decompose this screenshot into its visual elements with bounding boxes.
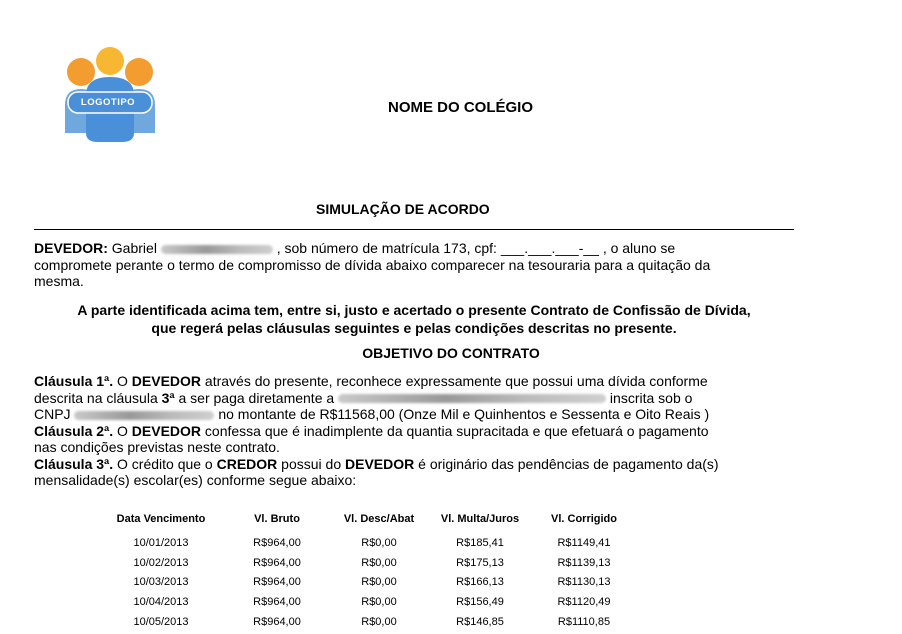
clausula-1-devedor: DEVEDOR [131,373,202,389]
clausula-1-line-3a: CNPJ [34,406,75,422]
clausula-2-line-1 [34,423,814,440]
clausula-1-line-2a: descrita na cláusula [34,389,162,406]
cell-data: 10/04/2013 [133,596,189,609]
cell-corrigido: R$1120,49 [557,596,611,609]
devedor-name: Gabriel [111,240,157,256]
clausula-3-mid: possui do [277,455,346,472]
clausula-2-line-2: nas condições previstas neste contrato. [34,439,280,455]
cell-data: 10/05/2013 [133,616,189,629]
cell-desc: R$0,00 [361,556,397,569]
cell-data: 10/01/2013 [133,536,189,549]
clausula-1-rest: através do presente, reconhece expressamente que possui uma dívida conforme [201,373,708,389]
cell-bruto: R$964,00 [253,556,301,569]
school-name: NOME DO COLÉGIO [388,99,534,116]
clausula-1-line-3b: no montante de R$11568,00 (Onze Mil e Quinhentos e Sessenta e Oito Reais ) [214,406,710,422]
clausula-3-devedor: DEVEDOR [345,455,415,472]
cell-corrigido: R$1130,13 [557,576,611,589]
cell-corrigido: R$1149,41 [557,536,611,549]
cell-multa: R$166,13 [456,576,504,589]
cell-bruto: R$964,00 [253,616,301,629]
header-vl-bruto: Vl. Bruto [254,513,300,525]
devedor-text: , sob número de matrícula 173, cpf: ___.___.___-__ , o aluno se [272,240,676,256]
cell-bruto: R$964,00 [253,536,301,549]
section-title-objetivo: OBJETIVO DO CONTRATO [362,345,540,361]
table-row [100,533,634,553]
clausula-1-line-2 [34,390,814,407]
table-row [100,553,634,573]
clausula-3-credor: CREDOR [216,455,278,472]
clausula-1-pre: O [113,373,132,389]
clausula-1-line-2b: a ser paga diretamente a [174,389,339,406]
cell-desc: R$0,00 [361,576,397,589]
cell-desc: R$0,00 [361,616,397,629]
cell-desc: R$0,00 [361,596,397,609]
clausula-1-ref-num: 3ª [161,389,175,406]
clausula-3-label: Cláusula 3ª. [34,455,114,472]
logo [60,45,160,145]
clausula-1-line-3 [34,406,814,423]
table-row [100,592,634,612]
clausulas [34,373,814,489]
clausula-2-devedor: DEVEDOR [131,422,202,439]
document-title: SIMULAÇÃO DE ACORDO [316,201,490,217]
cell-corrigido: R$1139,13 [557,556,611,569]
cell-multa: R$175,13 [456,556,504,569]
redacted-school-name [338,394,606,403]
clausula-2-pre: O [113,422,132,439]
clausula-3-line-2: mensalidade(s) escolar(es) conforme segue abaixo: [34,472,357,488]
cell-bruto: R$964,00 [253,576,301,589]
cell-desc: R$0,00 [361,536,397,549]
devedor-label: DEVEDOR: [34,240,108,256]
cell-multa: R$185,41 [456,536,504,549]
installments-table [100,513,634,632]
cell-multa: R$146,85 [456,616,504,629]
header-vl-desc: Vl. Desc/Abat [343,513,415,525]
clausula-1-line-1 [34,373,814,390]
redacted-surname [161,245,273,254]
devedor-line-3: mesma. [34,273,84,289]
logo-people-icon [60,45,160,145]
agreement-line-1: A parte identificada acima tem, entre si, justo e acertado o presente Contrato de Confissão de Dívida, [77,302,751,318]
clausula-3-pre: O crédito que o [113,455,217,472]
logo-text: LOGOTIPO [80,97,136,108]
header-data-vencimento: Data Vencimento [116,513,206,525]
table-row [100,612,634,632]
clausula-3-line-1 [34,456,814,473]
devedor-paragraph [34,240,794,290]
cell-corrigido: R$1110,85 [557,616,611,629]
clausula-1-line-2c: inscrita sob o [606,389,693,406]
redacted-cnpj [74,411,214,420]
devedor-line-2: compromete perante o termo de compromisso de dívida abaixo comparecer na tesouraria para a quitação da [34,256,711,273]
table-row [100,573,634,593]
clausula-2-rest: confessa que é inadimplente da quantia supracitada e que efetuará o pagamento [201,422,709,439]
header-vl-corrigido: Vl. Corrigido [551,513,617,525]
agreement-statement [34,301,794,337]
title-divider [34,229,794,230]
clausula-2-label: Cláusula 2ª. [34,422,114,439]
cell-data: 10/03/2013 [133,576,189,589]
clausula-3-rest: é originário das pendências de pagamento da(s) [414,455,719,472]
clausula-1-label: Cláusula 1ª. [34,373,114,389]
table-header-row [100,513,634,533]
cell-bruto: R$964,00 [253,596,301,609]
cell-multa: R$156,49 [456,596,504,609]
agreement-line-2: que regerá pelas cláusulas seguintes e pelas condições descritas no presente. [151,320,677,336]
cell-data: 10/02/2013 [133,556,189,569]
header-vl-multa: Vl. Multa/Juros [440,513,520,525]
